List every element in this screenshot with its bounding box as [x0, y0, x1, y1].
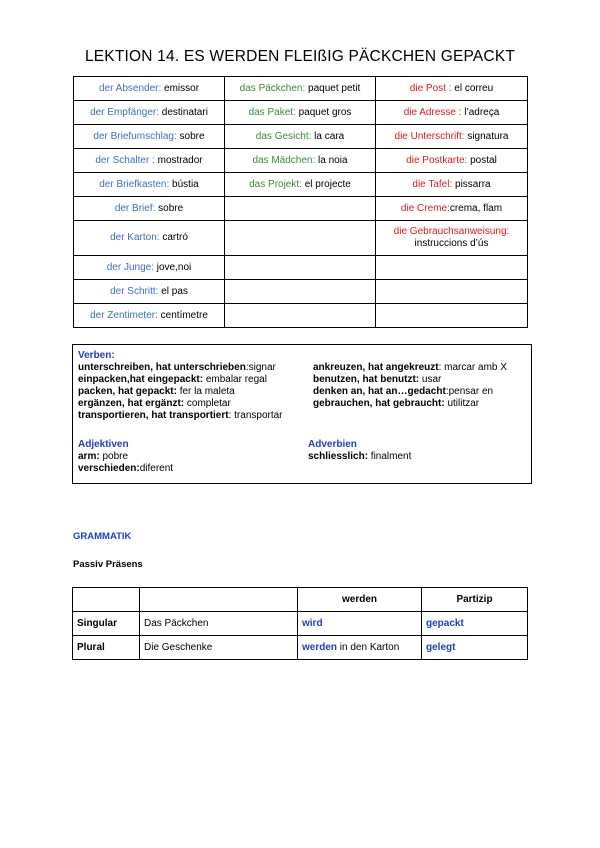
translation: instruccions d’ús — [414, 238, 489, 249]
vocabulary-box — [72, 344, 532, 484]
vocab-cell — [225, 77, 376, 101]
grammar-row-plural — [73, 636, 528, 660]
vocab-cell — [376, 149, 528, 173]
grammatik-heading: GRAMMATIK — [73, 531, 132, 542]
translation: sobre — [176, 130, 205, 142]
vocab-cell — [225, 304, 376, 328]
verb-line: gebrauchen, hat gebraucht: utilitzar — [313, 398, 480, 409]
vocab-cell — [376, 304, 528, 328]
german-term: der Absender: — [98, 82, 162, 94]
vocab-cell — [74, 125, 225, 149]
verb-line: packen, hat gepackt: fer la maleta — [78, 386, 235, 397]
vocab-cell — [225, 149, 376, 173]
translation: crema, flam — [449, 202, 503, 214]
vocab-cell — [225, 173, 376, 197]
passiv-praesens-heading: Passiv Präsens — [73, 559, 143, 570]
vocab-cell — [74, 256, 225, 280]
page-title: LEKTION 14. ES WERDEN FLEIßIG PÄCKCHEN GEPACKT — [84, 48, 516, 65]
verb-line: denken an, hat an…gedacht:pensar en — [313, 386, 494, 397]
german-term: das Mädchen: — [252, 154, 316, 166]
german-term: der Karton: — [110, 232, 160, 243]
vocab-row — [74, 101, 528, 125]
header-cell — [73, 588, 140, 612]
vocab-cell — [74, 280, 225, 304]
german-term: das Gesicht: — [255, 130, 312, 142]
german-term: der Junge: — [106, 261, 154, 273]
translation: bústia — [169, 178, 199, 190]
adverb-line: schliesslich: finalment — [308, 451, 412, 462]
subject-cell: Das Päckchen — [140, 612, 298, 636]
verb-line: benutzen, hat benutzt: usar — [313, 374, 442, 385]
verb-line: ankreuzen, hat angekreuzt: marcar amb X — [313, 362, 507, 373]
translation: emissor — [161, 82, 200, 94]
adjektiv-line: verschieden:diferent — [78, 463, 174, 474]
translation: cartró — [159, 232, 188, 243]
grammar-row-singular — [73, 612, 528, 636]
vocab-row — [74, 256, 528, 280]
german-term: der Brief: — [114, 202, 156, 214]
translation: el projecte — [301, 178, 351, 190]
grammar-table — [72, 587, 528, 660]
translation: jove,noi — [154, 261, 192, 273]
german-term: die Creme: — [400, 202, 450, 214]
grammar-header-row — [73, 588, 528, 612]
vocab-cell — [376, 173, 528, 197]
german-term: die Gebrauchsanweisung: — [393, 226, 510, 237]
vocab-cell — [225, 101, 376, 125]
vocab-row — [74, 149, 528, 173]
verb-line: transportieren, hat transportiert: transportar — [78, 410, 283, 421]
german-term: die Post : — [409, 82, 452, 94]
verben-label: Verben: — [78, 350, 115, 361]
vocab-cell — [74, 221, 225, 256]
translation: la cara — [311, 130, 345, 142]
partizip-cell: gelegt — [422, 636, 528, 660]
vocab-cell — [376, 197, 528, 221]
german-term: der Briefkasten: — [99, 178, 170, 190]
german-term: der Zentimeter: — [90, 309, 158, 321]
vocab-cell — [376, 256, 528, 280]
partizip-cell: gepackt — [422, 612, 528, 636]
adverbien-label: Adverbien — [308, 439, 357, 450]
vocab-cell — [74, 173, 225, 197]
vocab-cell — [74, 77, 225, 101]
subject-cell: Die Geschenke — [140, 636, 298, 660]
translation: l’adreça — [461, 106, 500, 118]
translation: centímetre — [157, 309, 208, 321]
vocab-row — [74, 173, 528, 197]
translation: postal — [467, 154, 497, 166]
adjektiven-label: Adjektiven — [78, 439, 129, 450]
vocab-cell — [225, 221, 376, 256]
adjektiv-line: arm: pobre — [78, 451, 129, 462]
verb-line: ergänzen, hat ergänzt: completar — [78, 398, 231, 409]
vocab-row — [74, 197, 528, 221]
german-term: die Unterschrift: — [394, 130, 465, 142]
german-term: der Schalter : — [95, 154, 155, 166]
verb-line: unterschreiben, hat unterschrieben:signar — [78, 362, 276, 373]
vocab-cell — [376, 125, 528, 149]
translation: mostrador — [154, 154, 203, 166]
vocab-cell — [225, 280, 376, 304]
translation: pissarra — [452, 178, 491, 190]
vocab-row — [74, 304, 528, 328]
german-term: der Briefumschlag: — [93, 130, 177, 142]
translation: sobre — [155, 202, 184, 214]
vocab-cell — [225, 197, 376, 221]
vocabulary-table — [73, 76, 528, 328]
vocab-cell — [74, 197, 225, 221]
german-term: die Tafel: — [412, 178, 453, 190]
translation: la noia — [315, 154, 348, 166]
werden-cell: wird — [298, 612, 422, 636]
vocab-row — [74, 77, 528, 101]
german-term: das Projekt: — [249, 178, 302, 190]
vocab-cell — [376, 280, 528, 304]
translation: paquet petit — [305, 82, 361, 94]
german-term: der Schritt: — [110, 285, 159, 297]
werden-cell: werden in den Karton — [298, 636, 422, 660]
german-term: das Paket: — [248, 106, 296, 118]
translation: signatura — [464, 130, 509, 142]
translation: destinatari — [159, 106, 208, 118]
german-term: der Empfänger: — [90, 106, 159, 118]
vocab-cell — [74, 149, 225, 173]
verb-line: einpacken,hat eingepackt: embalar regal — [78, 374, 267, 385]
row-label: Singular — [73, 612, 140, 636]
vocab-cell — [376, 221, 528, 256]
row-label: Plural — [73, 636, 140, 660]
vocab-row — [74, 125, 528, 149]
vocab-cell — [376, 77, 528, 101]
german-term: die Postkarte: — [406, 154, 468, 166]
vocab-cell — [74, 101, 225, 125]
vocab-cell — [376, 101, 528, 125]
vocab-cell — [225, 125, 376, 149]
header-cell: werden — [298, 588, 422, 612]
translation: paquet gros — [295, 106, 352, 118]
vocab-row — [74, 280, 528, 304]
translation: el correu — [451, 82, 494, 94]
vocab-cell — [225, 256, 376, 280]
vocab-row — [74, 221, 528, 256]
vocab-cell — [74, 304, 225, 328]
german-term: die Adresse : — [403, 106, 462, 118]
header-cell: Partizip — [422, 588, 528, 612]
header-cell — [140, 588, 298, 612]
german-term: das Päckchen: — [239, 82, 306, 94]
translation: el pas — [158, 285, 188, 297]
